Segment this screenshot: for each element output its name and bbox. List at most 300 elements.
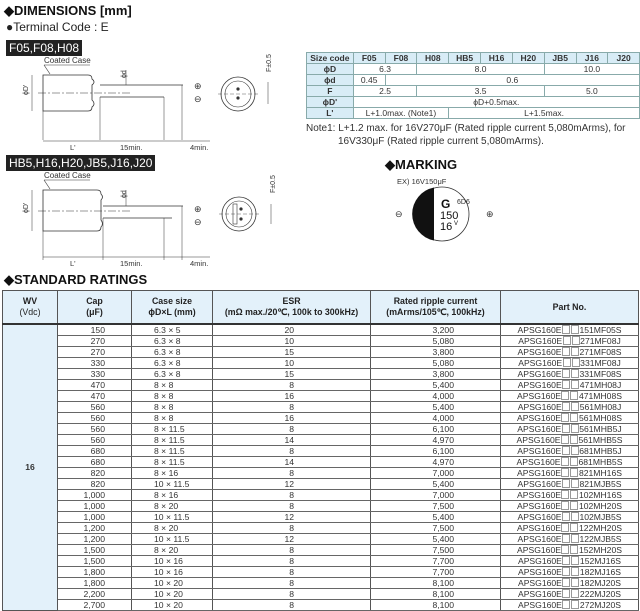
part-no-cell bbox=[501, 556, 639, 567]
placeholder-box bbox=[562, 534, 570, 543]
part-no-prefix: APSG160E bbox=[517, 468, 561, 478]
marking-diagram bbox=[390, 186, 500, 246]
esr-cell: 12 bbox=[213, 512, 371, 523]
case-size-cell: 8 × 20 bbox=[132, 523, 213, 534]
size-table-header: J16 bbox=[576, 53, 608, 64]
ripple-cell: 7,000 bbox=[371, 490, 501, 501]
row-label: ϕD' bbox=[307, 97, 354, 108]
case-size-cell: 8 × 8 bbox=[132, 413, 213, 424]
part-no-suffix: 152MJ16S bbox=[579, 556, 622, 566]
part-no-prefix: APSG160E bbox=[517, 325, 562, 335]
part-no-suffix: 272MJ20S bbox=[579, 600, 622, 610]
part-no-prefix: APSG160E bbox=[517, 512, 562, 522]
placeholder-box bbox=[562, 424, 570, 433]
ripple-cell: 4,970 bbox=[371, 457, 501, 468]
part-no-suffix: 331MF08S bbox=[579, 369, 622, 379]
marking-volt: 16 bbox=[440, 221, 453, 233]
cap-cell: 270 bbox=[58, 336, 132, 347]
placeholder-box bbox=[562, 446, 570, 455]
coated-case-label-2: Coated Case bbox=[44, 171, 91, 180]
placeholder-box bbox=[572, 358, 580, 367]
row-label: F bbox=[307, 86, 354, 97]
part-no-suffix: 561MH08J bbox=[579, 402, 622, 412]
table-row bbox=[3, 523, 639, 534]
ripple-cell: 5,080 bbox=[371, 336, 501, 347]
note-line-1: Note1: L+1.2 max. for 16V270μF (Rated ripple current 5,080mArms), for bbox=[306, 123, 626, 134]
cap-cell: 820 bbox=[58, 468, 132, 479]
esr-cell: 8 bbox=[213, 556, 371, 567]
case-size-cell: 8 × 20 bbox=[132, 501, 213, 512]
cell: 5.0 bbox=[544, 86, 639, 97]
size-table-header: H20 bbox=[512, 53, 544, 64]
size-table-header: Size code bbox=[307, 53, 354, 64]
placeholder-box bbox=[562, 589, 570, 598]
table-row bbox=[3, 578, 639, 589]
esr-cell: 8 bbox=[213, 490, 371, 501]
marking-title: ◆MARKING bbox=[385, 157, 458, 172]
phi-d-small-label: ϕd bbox=[121, 70, 128, 78]
part-no-prefix: APSG160E bbox=[518, 358, 563, 368]
ripple-cell: 5,400 bbox=[371, 479, 501, 490]
part-no-cell bbox=[501, 324, 639, 336]
placeholder-box bbox=[562, 600, 570, 609]
case-size-cell: 8 × 11.5 bbox=[132, 446, 213, 457]
part-no-prefix: APSG160E bbox=[517, 545, 561, 555]
ripple-cell: 4,000 bbox=[371, 413, 501, 424]
ripple-cell: 4,000 bbox=[371, 391, 501, 402]
dimensions-title: ◆DIMENSIONS [mm] bbox=[4, 3, 132, 18]
ripple-cell: 7,500 bbox=[371, 501, 501, 512]
case-size-cell: 10 × 11.5 bbox=[132, 479, 213, 490]
marking-code: 6D6 bbox=[457, 199, 470, 206]
esr-cell: 8 bbox=[213, 545, 371, 556]
placeholder-box bbox=[562, 369, 570, 378]
cap-cell: 560 bbox=[58, 402, 132, 413]
case-size-cell: 10 × 16 bbox=[132, 556, 213, 567]
part-no-suffix: 222MJ20S bbox=[579, 589, 622, 599]
placeholder-box bbox=[570, 501, 578, 510]
table-row bbox=[3, 358, 639, 369]
part-no-cell bbox=[501, 369, 639, 380]
part-no-cell bbox=[501, 523, 639, 534]
esr-cell: 8 bbox=[213, 468, 371, 479]
size-table-header: HB5 bbox=[449, 53, 481, 64]
table-row bbox=[3, 490, 639, 501]
l-prime-label-2: L' bbox=[70, 259, 76, 268]
part-no-prefix: APSG160E bbox=[517, 523, 561, 533]
f-tolerance-label: F±0.5 bbox=[266, 54, 273, 72]
size-table-row-F bbox=[307, 86, 640, 97]
part-no-prefix: APSG160E bbox=[517, 424, 562, 434]
part-no-suffix: 182MJ16S bbox=[579, 567, 622, 577]
part-no-cell bbox=[501, 336, 639, 347]
table-row bbox=[3, 534, 639, 545]
part-no-cell bbox=[501, 380, 639, 391]
group-label-2: HB5,H16,H20,JB5,J16,J20 bbox=[6, 155, 155, 171]
ripple-cell: 8,100 bbox=[371, 578, 501, 589]
case-size-cell: 8 × 16 bbox=[132, 468, 213, 479]
cap-cell: 330 bbox=[58, 369, 132, 380]
placeholder-box bbox=[561, 457, 569, 466]
placeholder-box bbox=[571, 534, 579, 543]
table-row bbox=[3, 391, 639, 402]
ripple-cell: 3,200 bbox=[371, 324, 501, 336]
placeholder-box bbox=[561, 468, 569, 477]
l-prime-label: L' bbox=[70, 143, 76, 152]
placeholder-box bbox=[571, 600, 579, 609]
part-no-suffix: 561MHB5S bbox=[578, 435, 623, 445]
part-no-suffix: 271MF08J bbox=[580, 336, 621, 346]
part-no-prefix: APSG160E bbox=[517, 479, 562, 489]
part-no-cell bbox=[501, 600, 639, 611]
part-no-prefix: APSG160E bbox=[517, 446, 562, 456]
cap-cell: 1,200 bbox=[58, 534, 132, 545]
ripple-cell: 8,100 bbox=[371, 600, 501, 611]
part-no-cell bbox=[501, 468, 639, 479]
ripple-cell: 7,000 bbox=[371, 468, 501, 479]
case-size-cell: 8 × 11.5 bbox=[132, 435, 213, 446]
ripple-cell: 7,700 bbox=[371, 567, 501, 578]
table-row bbox=[3, 369, 639, 380]
size-table-header: J20 bbox=[608, 53, 640, 64]
ripple-cell: 6,100 bbox=[371, 424, 501, 435]
plus-icon: ⊕ bbox=[486, 209, 494, 219]
placeholder-box bbox=[562, 479, 570, 488]
part-no-cell bbox=[501, 402, 639, 413]
esr-cell: 8 bbox=[213, 380, 371, 391]
placeholder-box bbox=[571, 479, 579, 488]
cap-cell: 1,800 bbox=[58, 567, 132, 578]
cap-cell: 1,000 bbox=[58, 501, 132, 512]
esr-cell: 10 bbox=[213, 336, 371, 347]
header-esr: ESR (mΩ max./20℃, 100k to 300kHz) bbox=[213, 291, 371, 325]
placeholder-box bbox=[571, 369, 579, 378]
cap-cell: 2,200 bbox=[58, 589, 132, 600]
case-size-cell: 8 × 8 bbox=[132, 380, 213, 391]
placeholder-box bbox=[570, 435, 578, 444]
f-tolerance-label-2: F±0.5 bbox=[270, 175, 277, 193]
cell: L+1.0max. (Note1) bbox=[353, 108, 448, 119]
esr-cell: 14 bbox=[213, 457, 371, 468]
cell: 10.0 bbox=[544, 64, 639, 75]
esr-cell: 20 bbox=[213, 324, 371, 336]
table-row bbox=[3, 347, 639, 358]
ripple-cell: 7,500 bbox=[371, 545, 501, 556]
cap-cell: 1,000 bbox=[58, 490, 132, 501]
placeholder-box bbox=[570, 523, 578, 532]
esr-cell: 8 bbox=[213, 523, 371, 534]
part-no-suffix: 561MH08S bbox=[578, 413, 622, 423]
cell: 0.6 bbox=[385, 75, 639, 86]
part-no-prefix: APSG160E bbox=[517, 556, 562, 566]
placeholder-box bbox=[561, 523, 569, 532]
placeholder-box bbox=[571, 402, 579, 411]
cell: ϕD+0.5max. bbox=[353, 97, 639, 108]
case-size-cell: 10 × 20 bbox=[132, 600, 213, 611]
placeholder-box bbox=[571, 446, 579, 455]
part-no-cell bbox=[501, 490, 639, 501]
part-no-suffix: 102MH20S bbox=[578, 501, 622, 511]
placeholder-box bbox=[561, 391, 569, 400]
tail-min-label-2: 4min. bbox=[190, 259, 209, 268]
table-row bbox=[3, 457, 639, 468]
part-no-prefix: APSG160E bbox=[517, 402, 562, 412]
part-no-cell bbox=[501, 545, 639, 556]
part-no-prefix: APSG160E bbox=[517, 567, 562, 577]
cap-cell: 270 bbox=[58, 347, 132, 358]
part-no-prefix: APSG160E bbox=[517, 413, 561, 423]
ratings-table bbox=[2, 290, 639, 611]
ripple-cell: 5,400 bbox=[371, 512, 501, 523]
group-label-1: F05,F08,H08 bbox=[6, 40, 82, 56]
part-no-cell bbox=[501, 589, 639, 600]
esr-cell: 8 bbox=[213, 578, 371, 589]
esr-cell: 16 bbox=[213, 391, 371, 402]
size-table-header: F08 bbox=[385, 53, 417, 64]
placeholder-box bbox=[562, 556, 570, 565]
cap-cell: 1,000 bbox=[58, 512, 132, 523]
placeholder-box bbox=[562, 567, 570, 576]
cap-cell: 1,800 bbox=[58, 578, 132, 589]
size-table-row-phiDp bbox=[307, 97, 640, 108]
case-size-cell: 8 × 20 bbox=[132, 545, 213, 556]
cap-cell: 1,500 bbox=[58, 556, 132, 567]
table-row bbox=[3, 556, 639, 567]
table-row bbox=[3, 336, 639, 347]
row-label: L' bbox=[307, 108, 354, 119]
part-no-cell bbox=[501, 358, 639, 369]
placeholder-box bbox=[571, 347, 579, 356]
header-ripple: Rated ripple current (mArms/105℃, 100kHz) bbox=[371, 291, 501, 325]
case-size-cell: 8 × 16 bbox=[132, 490, 213, 501]
part-no-prefix: APSG160E bbox=[516, 435, 561, 445]
cap-cell: 560 bbox=[58, 424, 132, 435]
placeholder-box bbox=[563, 358, 571, 367]
size-table-header: JB5 bbox=[544, 53, 576, 64]
part-no-prefix: APSG160E bbox=[517, 578, 562, 588]
placeholder-box bbox=[572, 336, 580, 345]
ripple-cell: 5,400 bbox=[371, 402, 501, 413]
case-size-cell: 10 × 11.5 bbox=[132, 534, 213, 545]
part-no-suffix: 182MJ20S bbox=[579, 578, 622, 588]
cap-cell: 680 bbox=[58, 457, 132, 468]
table-row bbox=[3, 479, 639, 490]
marking-volt-unit: V bbox=[454, 221, 459, 227]
placeholder-box bbox=[571, 325, 579, 334]
placeholder-box bbox=[562, 512, 570, 521]
ripple-cell: 7,700 bbox=[371, 556, 501, 567]
size-table-header: H08 bbox=[417, 53, 449, 64]
size-table-header: H16 bbox=[481, 53, 513, 64]
placeholder-box bbox=[562, 347, 570, 356]
table-row bbox=[3, 446, 639, 457]
part-no-suffix: 102MH16S bbox=[578, 490, 622, 500]
esr-cell: 15 bbox=[213, 347, 371, 358]
placeholder-box bbox=[571, 424, 579, 433]
capacitor-diagram-1 bbox=[0, 52, 300, 140]
table-row bbox=[3, 424, 639, 435]
table-row bbox=[3, 324, 639, 336]
part-no-prefix: APSG160E bbox=[517, 347, 562, 357]
esr-cell: 16 bbox=[213, 413, 371, 424]
placeholder-box bbox=[570, 468, 578, 477]
placeholder-box bbox=[570, 413, 578, 422]
part-no-prefix: APSG160E bbox=[517, 534, 562, 544]
part-no-prefix: APSG160E bbox=[517, 589, 562, 599]
placeholder-box bbox=[571, 567, 579, 576]
cell: 2.5 bbox=[353, 86, 417, 97]
cap-cell: 560 bbox=[58, 435, 132, 446]
part-no-cell bbox=[501, 424, 639, 435]
case-size-cell: 6.3 × 8 bbox=[132, 336, 213, 347]
part-no-cell bbox=[501, 534, 639, 545]
part-no-prefix: APSG160E bbox=[517, 369, 562, 379]
case-size-cell: 8 × 8 bbox=[132, 391, 213, 402]
part-no-suffix: 122MJB5S bbox=[579, 534, 622, 544]
coated-case-label: Coated Case bbox=[44, 56, 91, 65]
marking-g: G bbox=[441, 197, 451, 211]
size-table-header-row bbox=[307, 53, 640, 64]
cap-cell: 150 bbox=[58, 324, 132, 336]
minus-icon: ⊖ bbox=[395, 209, 403, 219]
part-no-cell bbox=[501, 501, 639, 512]
placeholder-box bbox=[570, 545, 578, 554]
esr-cell: 8 bbox=[213, 402, 371, 413]
table-row bbox=[3, 501, 639, 512]
placeholder-box bbox=[561, 490, 569, 499]
cap-cell: 1,500 bbox=[58, 545, 132, 556]
part-no-suffix: 821MH16S bbox=[578, 468, 622, 478]
note-line-2: 16V330μF (Rated ripple current 5,080mArms). bbox=[338, 136, 544, 147]
row-label: ϕd bbox=[307, 75, 354, 86]
part-no-cell bbox=[501, 446, 639, 457]
placeholder-box bbox=[571, 556, 579, 565]
cap-cell: 820 bbox=[58, 479, 132, 490]
case-size-cell: 8 × 8 bbox=[132, 402, 213, 413]
placeholder-box bbox=[570, 490, 578, 499]
esr-cell: 8 bbox=[213, 589, 371, 600]
table-row bbox=[3, 380, 639, 391]
cell: 6.3 bbox=[353, 64, 417, 75]
part-no-cell bbox=[501, 512, 639, 523]
row-label: ϕD bbox=[307, 64, 354, 75]
case-size-cell: 6.3 × 5 bbox=[132, 324, 213, 336]
marking-cap: 150 bbox=[440, 210, 459, 222]
table-row bbox=[3, 567, 639, 578]
cap-cell: 470 bbox=[58, 391, 132, 402]
size-table-row-Lp bbox=[307, 108, 640, 119]
header-cap: Cap (μF) bbox=[58, 291, 132, 325]
ripple-cell: 5,400 bbox=[371, 534, 501, 545]
part-no-prefix: APSG160E bbox=[517, 600, 562, 610]
part-no-cell bbox=[501, 435, 639, 446]
esr-cell: 8 bbox=[213, 600, 371, 611]
size-code-table bbox=[306, 52, 640, 119]
cell: 0.45 bbox=[353, 75, 385, 86]
cell: L+1.5max. bbox=[449, 108, 640, 119]
minus-terminal-icon: ⊖ bbox=[194, 94, 202, 104]
case-size-cell: 8 × 11.5 bbox=[132, 457, 213, 468]
part-no-suffix: 122MH20S bbox=[578, 523, 622, 533]
placeholder-box bbox=[571, 512, 579, 521]
dimension-line-1 bbox=[0, 138, 300, 152]
table-row bbox=[3, 600, 639, 611]
marking-example: EX) 16V150μF bbox=[397, 177, 447, 186]
lead-min-label: 15min. bbox=[120, 143, 143, 152]
size-table-header: F05 bbox=[353, 53, 385, 64]
part-no-suffix: 102MJB5S bbox=[579, 512, 622, 522]
placeholder-box bbox=[561, 435, 569, 444]
table-row bbox=[3, 435, 639, 446]
ripple-cell: 3,800 bbox=[371, 369, 501, 380]
placeholder-box bbox=[561, 413, 569, 422]
part-no-cell bbox=[501, 391, 639, 402]
size-table-row-phid bbox=[307, 75, 640, 86]
table-row bbox=[3, 413, 639, 424]
placeholder-box bbox=[570, 457, 578, 466]
part-no-prefix: APSG160E bbox=[517, 501, 561, 511]
cap-cell: 330 bbox=[58, 358, 132, 369]
part-no-prefix: APSG160E bbox=[517, 391, 561, 401]
esr-cell: 8 bbox=[213, 424, 371, 435]
lead-min-label-2: 15min. bbox=[120, 259, 143, 268]
placeholder-box bbox=[571, 380, 579, 389]
plus-terminal-icon: ⊕ bbox=[194, 81, 202, 91]
header-case: Case size ϕD×L (mm) bbox=[132, 291, 213, 325]
header-part-no: Part No. bbox=[501, 291, 639, 325]
placeholder-box bbox=[570, 391, 578, 400]
part-no-cell bbox=[501, 347, 639, 358]
case-size-cell: 6.3 × 8 bbox=[132, 347, 213, 358]
case-size-cell: 6.3 × 8 bbox=[132, 358, 213, 369]
cap-cell: 2,700 bbox=[58, 600, 132, 611]
esr-cell: 12 bbox=[213, 534, 371, 545]
cell: 8.0 bbox=[417, 64, 544, 75]
part-no-cell bbox=[501, 578, 639, 589]
plus-terminal-icon-2: ⊕ bbox=[194, 204, 202, 214]
case-size-cell: 10 × 16 bbox=[132, 567, 213, 578]
case-size-cell: 10 × 11.5 bbox=[132, 512, 213, 523]
case-size-cell: 6.3 × 8 bbox=[132, 369, 213, 380]
part-no-suffix: 681MHB5S bbox=[578, 457, 623, 467]
part-no-suffix: 152MH20S bbox=[578, 545, 622, 555]
placeholder-box bbox=[571, 589, 579, 598]
part-no-cell bbox=[501, 457, 639, 468]
part-no-suffix: 471MH08S bbox=[578, 391, 622, 401]
cap-cell: 560 bbox=[58, 413, 132, 424]
esr-cell: 12 bbox=[213, 479, 371, 490]
phi-d-big-label: ϕD' bbox=[23, 84, 30, 95]
table-row bbox=[3, 468, 639, 479]
ripple-cell: 8,100 bbox=[371, 589, 501, 600]
header-wv: WV (Vdc) bbox=[3, 291, 58, 325]
part-no-suffix: 821MJB5S bbox=[579, 479, 622, 489]
part-no-cell bbox=[501, 567, 639, 578]
placeholder-box bbox=[562, 325, 570, 334]
placeholder-box bbox=[561, 545, 569, 554]
part-no-suffix: 151MF05S bbox=[579, 325, 622, 335]
table-row bbox=[3, 589, 639, 600]
part-no-suffix: 271MF08S bbox=[579, 347, 622, 357]
part-no-prefix: APSG160E bbox=[517, 490, 561, 500]
part-no-cell bbox=[501, 479, 639, 490]
part-no-suffix: 331MF08J bbox=[580, 358, 621, 368]
table-row bbox=[3, 402, 639, 413]
minus-terminal-icon-2: ⊖ bbox=[194, 217, 202, 227]
cap-cell: 1,200 bbox=[58, 523, 132, 534]
case-size-cell: 10 × 20 bbox=[132, 589, 213, 600]
size-table-row-phiD bbox=[307, 64, 640, 75]
